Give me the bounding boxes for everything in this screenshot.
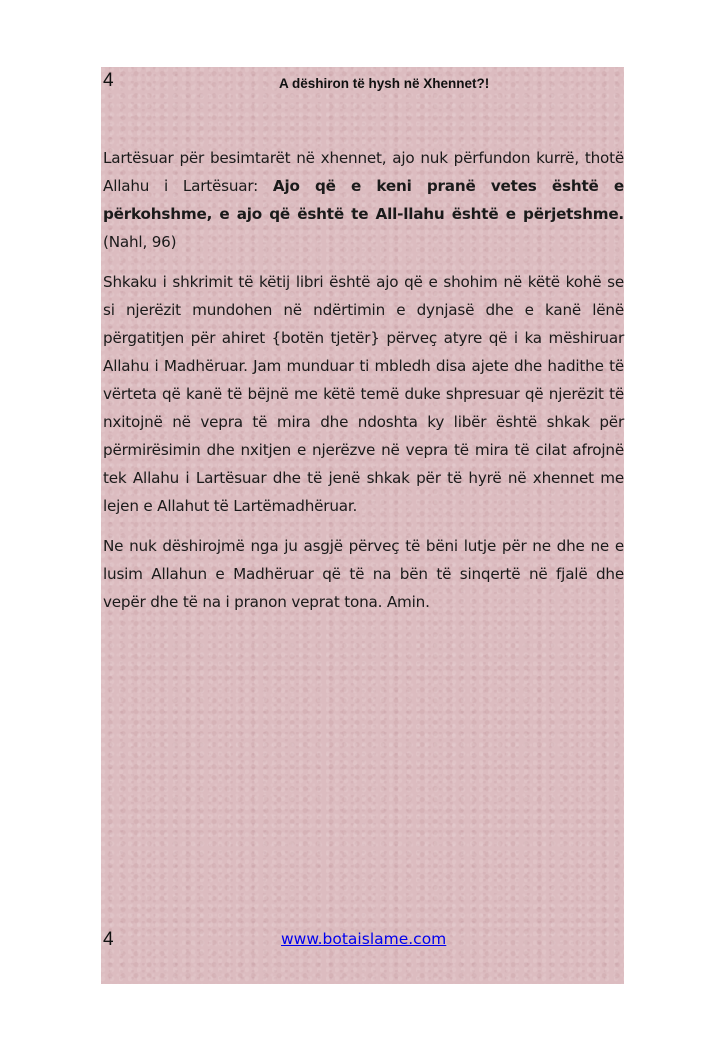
page-body [103, 144, 624, 628]
paragraph-intro [103, 144, 624, 256]
page-header [103, 70, 624, 96]
quran-quote: Ajo që e keni pranë vetes është e përkohshme, e ajo që është te All-llahu është e përjetshme. [103, 177, 624, 223]
paragraph-intro-lead: Lartësuar për besimtarët në xhennet, ajo nuk përfundon kurrë, thotë Allahu i Lartësuar: [103, 149, 624, 195]
quote-reference: (Nahl, 96) [103, 233, 177, 251]
running-title: A dëshiron të hysh në Xhennet?! [279, 76, 490, 91]
website-link[interactable]: www.botaislame.com [281, 930, 447, 948]
page-footer [103, 929, 624, 957]
paragraph-purpose: Shkaku i shkrimit të këtij libri është ajo që e shohim në këtë kohë se si njerëzit mundohen në ndërtimin e dynjasë dhe e kanë lënë përgatitjen për ahiret {botën tjetër} përveç atyre që i ka mëshiruar Allahu i Madhëruar. Jam munduar ti mbledh disa ajete dhe hadithe të vërteta që kanë të bëjnë me këtë temë duke shpresuar që njerëzit të nxitojnë në vepra të mira dhe ndoshta ky libër është shkak për përmirësimin dhe nxitjen e njerëzve në vepra të mira të cilat afrojnë tek Allahu i Lartësuar dhe të jenë shkak për të hyrë në xhennet me lejen e Allahut të Lartëmadhëruar. [103, 273, 624, 515]
header-page-number: 4 [103, 70, 114, 91]
paragraph-closing: Ne nuk dëshirojmë nga ju asgjë përveç të bëni lutje për ne dhe ne e lusim Allahun e Madhëruar që të na bën të sinqertë në fjalë dhe vepër dhe të na i pranon veprat tona. Amin. [103, 537, 624, 611]
footer-page-number: 4 [103, 929, 114, 950]
